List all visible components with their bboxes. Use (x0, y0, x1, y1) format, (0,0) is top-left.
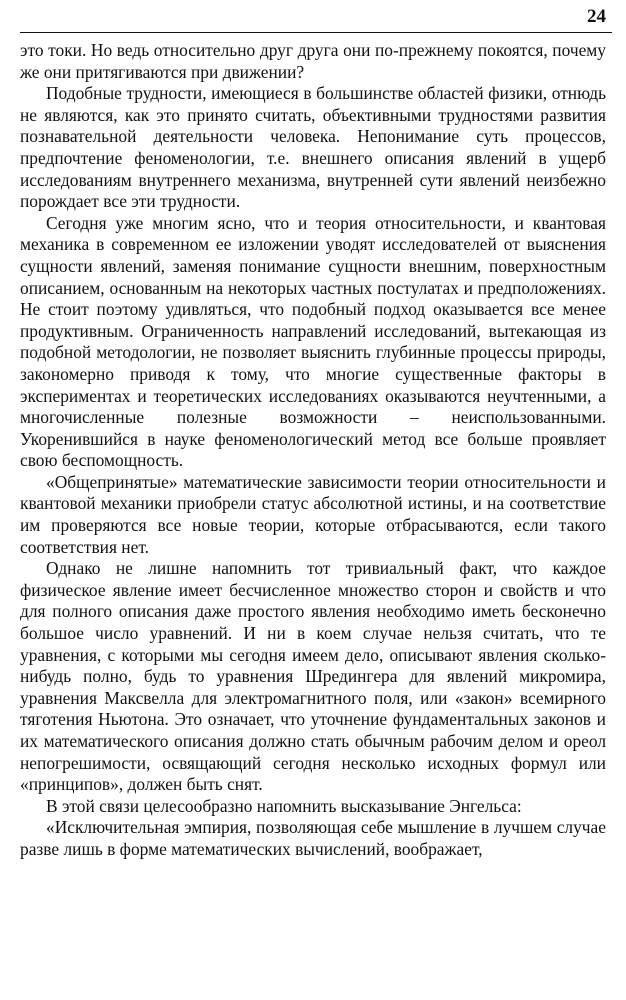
paragraph: Сегодня уже многим ясно, что и теория относительности, и квантовая механика в современном ее изложении уводят исследователей от выяснения сущности явлений, заменяя понимание сущности внешним, поверхностным описанием, основанным на некоторых частных постулатах и предположениях. Не стоит поэтому удивляться, что подобный подход оказывается все менее продуктивным. Ограниченность направлений исследований, вытекающая из подобной методологии, не позволяет выяснить глубинные процессы природы, закономерно приводя к тому, что многие существенные факторы в экспериментах и теоретических исследованиях оказываются неучтенными, а многочисленные полезные возможности – неиспользованными. Укоренившийся в науке феноменологический метод все больше проявляет свою беспомощность. (20, 212, 606, 471)
body-text (20, 40, 606, 861)
paragraph: Подобные трудности, имеющиеся в большинстве областей физики, отнюдь не являются, как это принято считать, объективными трудностями развития познавательной деятельности человека. Непонимание суть процессов, предпочтение феноменологии, т.е. внешнего описания явлений в ущерб исследованиям внутреннего механизма, внутренней сути явлений неизбежно порождает все эти трудности. (20, 83, 606, 212)
paragraph: Однако не лишне напомнить тот тривиальный факт, что каждое физическое явление имеет бесчисленное множество сторон и свойств и что для полного описания даже простого явления необходимо иметь бесконечно большое число уравнений. И ни в коем случае нельзя считать, что те уравнения, с которыми мы сегодня имеем дело, описывают явления сколько-нибудь полно, будь то уравнения Шредингера для явлений микромира, уравнения Максвелла для электромагнитного поля, или «закон» всемирного тяготения Ньютона. Это означает, что уточнение фундаментальных законов и их математического описания должно стать обычным рабочим делом и ореол непогрешимости, освящающий сегодня несколько исходных формул или «принципов», должен быть снят. (20, 558, 606, 795)
paragraph: «Общепринятые» математические зависимости теории относительности и квантовой механики приобрели статус абсолютной истины, и на соответствие им проверяются все новые теории, которые отбрасываются, если такого соответствия нет. (20, 471, 606, 557)
paragraph: это токи. Но ведь относительно друг друга они по-прежнему покоятся, почему же они притягиваются при движении? (20, 40, 606, 82)
paragraph: В этой связи целесообразно напомнить высказывание Энгельса: (46, 795, 522, 816)
page-number: 24 (587, 6, 606, 27)
paragraph: «Исключительная эмпирия, позволяющая себе мышление в лучшем случае разве лишь в форме математических вычислений, воображает, (20, 817, 606, 859)
header-rule (20, 32, 612, 33)
